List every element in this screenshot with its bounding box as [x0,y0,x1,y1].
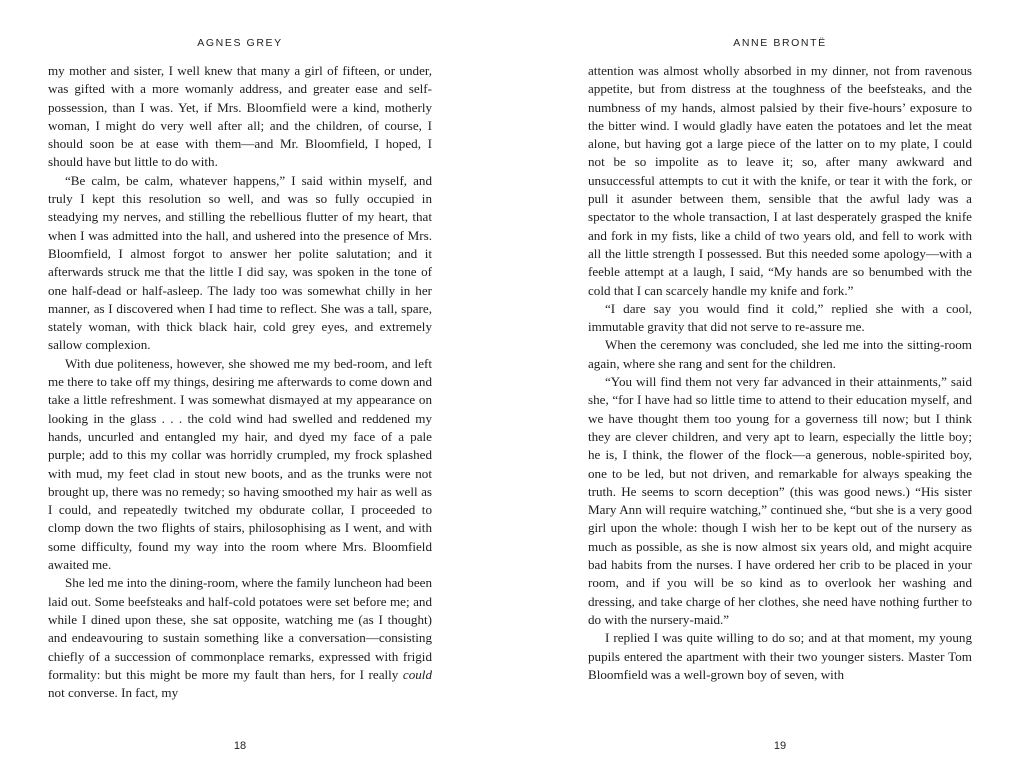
paragraph: “Be calm, be calm, whatever happens,” I said within myself, and truly I kept this resolution so well, and was so fully occupied in steadying my nerves, and stilling the rebellious flutter of my heart, that when I was admitted into the hall, and ushered into the presence of Mrs. Bloomfield, I almost forgot to answer her polite salutation; and it afterwards struck me that the little I did say, was spoken in the tone of one half-dead or half-asleep. The lady too was somewhat chilly in her manner, as I discovered when I had time to reflect. She was a tall, spare, stately woman, with thick black hair, cold grey eyes, and extremely sallow complexion. [48,172,432,353]
right-page-text [588,62,972,684]
paragraph-tail: not converse. In fact, my [48,685,179,701]
left-page [48,0,432,777]
paragraph: I replied I was quite willing to do so; and at that moment, my young pupils entered the apartment with their two younger sisters. Master Tom Bloomfield was a well-grown boy of seven, with [588,630,972,682]
page-number: 19 [773,740,787,752]
paragraph: my mother and sister, I well knew that many a girl of fifteen, or under, was gifted with a more womanly address, and greater ease and self-possession, than I was. Yet, if Mrs. Bloomfield were a kind, motherly woman, I might do very well after all; and the children, of course, I should soon be at ease with them—and Mr. Bloomfield, I hoped, I should have but little to do with. [48,63,432,170]
paragraph: When the ceremony was concluded, she led me into the sitting-room again, where she rang and sent for the children. [588,337,972,371]
paragraph: “I dare say you would find it cold,” replied she with a cool, immutable gravity that did not serve to re-assure me. [588,300,972,335]
running-head-title: AGNES GREY [197,37,283,49]
page-number: 18 [233,740,247,752]
paragraph: With due politeness, however, she showed me my bed-room, and left me there to take off my things, desiring me afterwards to come down and take a little refreshment. I was somewhat dismayed at my appearance on looking in the glass . . . the cold wind had swelled and reddened my hands, uncurled and entangled my hair, and dyed my face of a pale purple; add to this my collar was horridly crumpled, my frock splashed with mud, my feet clad in stout new boots, and as the trunks were not brought up, there was no remedy; so having smoothed my hair as well as I could, and repeatedly twitched my obdurate collar, I proceeded to clomp down the two flights of stairs, philosophising as I went, and with some difficulty, found my way into the room where Mrs. Bloomfield awaited me. [48,355,432,573]
paragraph: “You will find them not very far advanced in their attainments,” said she, “for I have had so little time to attend to their education myself, and we have thought them too young for a governess till now; but I think they are clever children, and very apt to learn, especially the little boy; he is, I think, the flower of the flock—a generous, noble-spirited boy, one to be led, but not driven, and remarkable for always speaking the truth. He seems to scorn deception” (this was good news.) “His sister Mary Ann will require watching,” continued she, “but she is a very good girl upon the whole: though I wish her to be kept out of the nursery as much as possible, as she is now almost six years old, and might acquire bad habits from the nurses. I have ordered her crib to be placed in your room, and if you will be so kind as to overlook her washing and dressing, and take charge of her clothes, she need have nothing further to do with the nursery-maid.” [588,374,972,627]
italic-emphasis: could [402,666,432,682]
paragraph-text: She led me into the dining-room, where the family luncheon had been laid out. Some beefsteaks and half-cold potatoes were set before me; and while I dined upon these, she sat opposite, watching me (as I thought) and endeavouring to sustain something like a conversation—consisting chiefly of a succession of commonplace remarks, expressed with frigid formality: but this might be more my fault than hers, for I really [48,575,432,682]
running-head-author: ANNE BRONTË [733,37,827,49]
paragraph: attention was almost wholly absorbed in my dinner, not from ravenous appetite, but from distress at the toughness of the beefsteaks, and the numbness of my hands, almost palsied by their five-hours’ exposure to the bitter wind. I would gladly have eaten the potatoes and let the meat alone, but having got a large piece of the latter on to my plate, I could not be so impolite as to leave it; so, after many awkward and unsuccessful attempts to cut it with the knife, or tear it with the fork, or pull it asunder between them, sensible that the awful lady was a spectator to the whole transaction, I at last desperately grasped the knife and fork in my fists, like a child of two years old, and fell to work with all the little strength I possessed. But this needed some apology—with a feeble attempt at a laugh, I said, “My hands are so benumbed with the cold that I can scarcely handle my knife and fork.” [588,63,972,298]
left-page-text [48,62,432,702]
right-page [588,0,972,777]
paragraph [48,574,432,702]
